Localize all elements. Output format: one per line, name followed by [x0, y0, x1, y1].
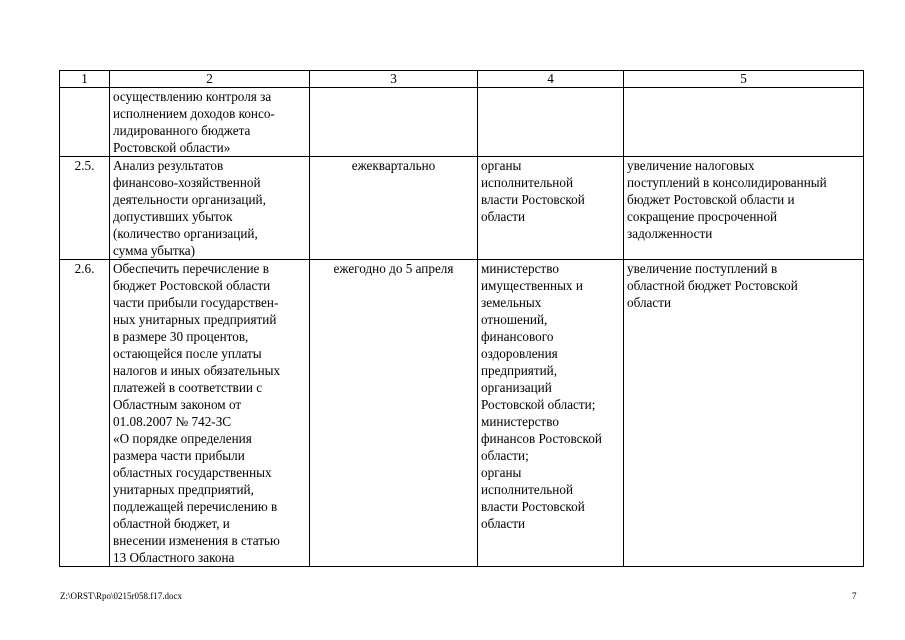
cell-line: исполнительной	[481, 175, 574, 190]
table-row	[60, 260, 864, 567]
cell-line: области;	[481, 448, 529, 463]
cell-line: Областным законом от	[113, 397, 242, 412]
cell-line: оздоровления	[481, 346, 558, 361]
cell-line: увеличение налоговых	[627, 158, 755, 173]
row-number-cell: 2.5.	[60, 157, 110, 260]
cell-line: в размере 30 процентов,	[113, 329, 249, 344]
header-row	[60, 71, 864, 88]
cell-line: области	[481, 516, 526, 531]
cell-line: Ростовской области»	[113, 140, 231, 155]
cell-line: задолженности	[627, 226, 713, 241]
cell-line: поступлений в консолидированный	[627, 175, 827, 190]
cell-line: финансов Ростовской	[481, 431, 602, 446]
cell-line: исполнительной	[481, 482, 574, 497]
cell-line: бюджет Ростовской области и	[627, 192, 795, 207]
result-cell	[624, 88, 864, 157]
cell-line: органы	[481, 465, 522, 480]
cell-line: подлежащей перечислению в	[113, 499, 278, 514]
cell-line: организаций	[481, 380, 552, 395]
cell-line: остающейся после уплаты	[113, 346, 262, 361]
term-cell: ежеквартально	[310, 157, 478, 260]
cell-line: увеличение поступлений в	[627, 261, 778, 276]
cell-line: допустивших убыток	[113, 209, 233, 224]
row-number-cell: 2.6.	[60, 260, 110, 567]
column-header-2: 2	[110, 71, 310, 88]
cell-line: Обеспечить перечисление в	[113, 261, 269, 276]
table-row	[60, 157, 864, 260]
executor-cell	[478, 157, 624, 260]
cell-line: органы	[481, 158, 522, 173]
cell-line: Ростовской области;	[481, 397, 596, 412]
column-header-1: 1	[60, 71, 110, 88]
cell-line: области	[627, 295, 672, 310]
table-row	[60, 88, 864, 157]
cell-line: лидированного бюджета	[113, 123, 251, 138]
cell-line: областной бюджет Ростовской	[627, 278, 798, 293]
table-body	[60, 88, 864, 567]
cell-line: части прибыли государствен-	[113, 295, 279, 310]
cell-line: власти Ростовской	[481, 499, 585, 514]
cell-line: отношений,	[481, 312, 548, 327]
action-cell	[110, 88, 310, 157]
cell-line: финансово-хозяйственной	[113, 175, 261, 190]
cell-line: налогов и иных обязательных	[113, 363, 281, 378]
cell-line: Анализ результатов	[113, 158, 224, 173]
column-header-3: 3	[310, 71, 478, 88]
row-number-cell	[60, 88, 110, 157]
footer-file-path: Z:\ORST\Rpo\0215r058.f17.docx	[60, 591, 182, 601]
column-header-5: 5	[624, 71, 864, 88]
cell-line: сокращение просроченной	[627, 209, 778, 224]
cell-line: исполнением доходов консо-	[113, 106, 275, 121]
cell-line: власти Ростовской	[481, 192, 585, 207]
column-header-4: 4	[478, 71, 624, 88]
cell-line: унитарных предприятий,	[113, 482, 254, 497]
cell-line: размера части прибыли	[113, 448, 245, 463]
cell-line: областных государственных	[113, 465, 272, 480]
term-cell	[310, 88, 478, 157]
cell-line: осуществлению контроля за	[113, 89, 272, 104]
action-cell	[110, 157, 310, 260]
cell-line: министерство	[481, 261, 559, 276]
result-cell	[624, 260, 864, 567]
cell-line: 13 Областного закона	[113, 550, 235, 565]
executor-cell	[478, 260, 624, 567]
document-table	[59, 70, 864, 567]
cell-line: финансового	[481, 329, 554, 344]
cell-line: внесении изменения в статью	[113, 533, 280, 548]
page-number: 7	[852, 591, 857, 601]
cell-line: платежей в соответствии с	[113, 380, 263, 395]
executor-cell	[478, 88, 624, 157]
cell-line: 01.08.2007 № 742-ЗС	[113, 414, 232, 429]
cell-line: имущественных и	[481, 278, 583, 293]
result-cell	[624, 157, 864, 260]
cell-line: бюджет Ростовской области	[113, 278, 271, 293]
cell-line: министерство	[481, 414, 559, 429]
cell-line: областной бюджет, и	[113, 516, 230, 531]
cell-line: деятельности организаций,	[113, 192, 266, 207]
cell-line: «О порядке определения	[113, 431, 252, 446]
action-cell	[110, 260, 310, 567]
cell-line: ных унитарных предприятий	[113, 312, 277, 327]
cell-line: земельных	[481, 295, 542, 310]
cell-line: сумма убытка)	[113, 243, 196, 258]
cell-line: (количество организаций,	[113, 226, 258, 241]
term-cell: ежегодно до 5 апреля	[310, 260, 478, 567]
cell-line: предприятий,	[481, 363, 557, 378]
cell-line: области	[481, 209, 526, 224]
